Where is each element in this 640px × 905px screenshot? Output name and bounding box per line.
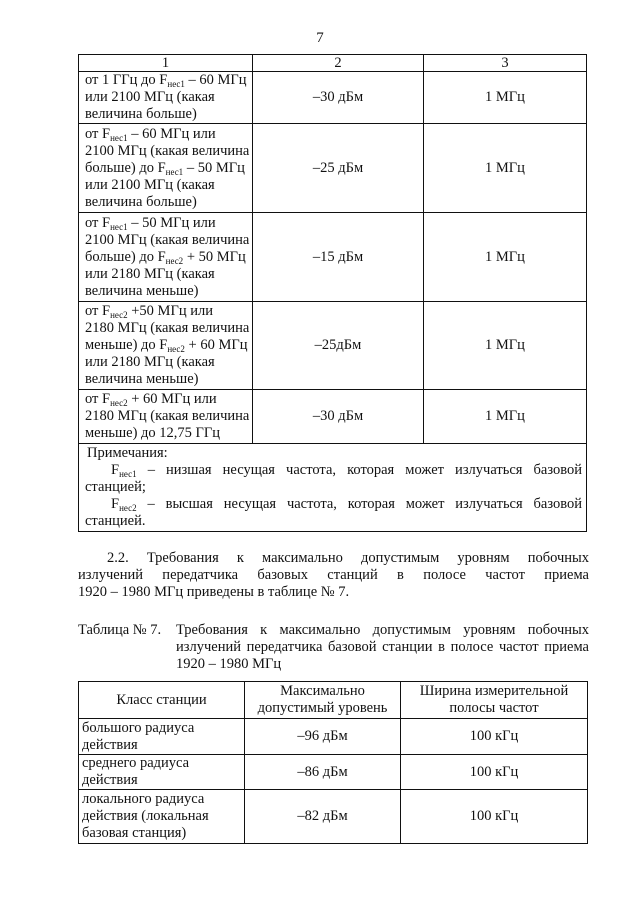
frequency-range-cell: от 1 ГГц до $F_{нес1} - 60$ МГц или 2100 МГц (какая величина больше) [79,72,253,124]
frequency-range-cell: от $F_{нес2} + 60$ МГц или 2180 МГц (какая величина меньше) до 12,75 ГГц [79,390,253,444]
column-number-3: 3 [424,55,587,72]
table-row [79,719,588,755]
note-fnes2: $F_{нес2}$ – высшая несущая частота, которая может излучаться базовой [111,496,582,513]
station-class-cell: большого радиуса действия [79,719,245,755]
table-row [79,390,587,444]
note-fnes1: $F_{нес1}$ – низшая несущая частота, которая может излучаться базовой [111,462,582,479]
level-cell: –30 дБм [253,72,424,124]
table-row [79,755,588,790]
level-cell: –86 дБм [245,755,401,790]
spurious-emissions-table-continued [78,54,587,532]
level-cell: –25дБм [253,302,424,390]
bandwidth-cell: 1 МГц [424,302,587,390]
header-bandwidth: Ширина измерительной полосы частот [401,682,588,719]
table-row [79,790,588,844]
bandwidth-cell: 1 МГц [424,72,587,124]
column-number-1: 1 [79,55,253,72]
frequency-range-cell: от $F_{нес1} - 50$ МГц или 2100 МГц (какая величина больше) до $F_{нес2} + 50$ МГц или 2180 МГц (какая величина меньше) [79,213,253,302]
table-7-title: Требования к максимально допустимым уровням побочных излучений передатчика базовой станции в полосе частот приема 1920 – 1980 МГц [176,622,589,672]
bandwidth-cell: 1 МГц [424,213,587,302]
header-max-level: Максимально допустимый уровень [245,682,401,719]
table-7 [78,681,588,844]
notes-row [79,444,587,532]
table-7-caption [78,622,589,676]
station-class-cell: локального радиуса действия (локальная базовая станция) [79,790,245,844]
level-cell: –25 дБм [253,124,424,213]
table-row [79,302,587,390]
table-row [79,213,587,302]
bandwidth-cell: 100 кГц [401,790,588,844]
table-header-row [79,682,588,719]
table-row [79,124,587,213]
bandwidth-cell: 100 кГц [401,755,588,790]
table-7-label: Таблица № 7. [78,622,162,638]
table-header-row [79,55,587,72]
column-number-2: 2 [253,55,424,72]
bandwidth-cell: 100 кГц [401,719,588,755]
page-number: 7 [316,30,324,46]
level-cell: –30 дБм [253,390,424,444]
section-2-2-paragraph: 2.2. Требования к максимально допустимым уровням побочных излучений передатчика базовых станций в полосе частот приема 1920 – 1980 МГц приведены в таблице № 7. [78,550,589,600]
bandwidth-cell: 1 МГц [424,390,587,444]
bandwidth-cell: 1 МГц [424,124,587,213]
level-cell: –82 дБм [245,790,401,844]
frequency-range-cell: от $F_{нес2} +50$ МГц или 2180 МГц (какая величина меньше) до $F_{нес2} + 60$ МГц или 2180 МГц (какая величина меньше) [79,302,253,390]
notes-cell: Примечания: $F_{нес1}$ – низшая несущая частота, которая может излучаться базовой станцией; $F_{нес2}$ – высшая несущая частота, которая может излучаться базовой станцией. [79,444,587,532]
level-cell: –15 дБм [253,213,424,302]
frequency-range-cell: от $F_{нес1} - 60$ МГц или 2100 МГц (какая величина больше) до $F_{нес1} - 50$ МГц или 2100 МГц (какая величина больше) [79,124,253,213]
station-class-cell: среднего радиуса действия [79,755,245,790]
header-station-class: Класс станции [79,682,245,719]
notes-title: Примечания: [87,445,168,461]
table-row [79,72,587,124]
level-cell: –96 дБм [245,719,401,755]
